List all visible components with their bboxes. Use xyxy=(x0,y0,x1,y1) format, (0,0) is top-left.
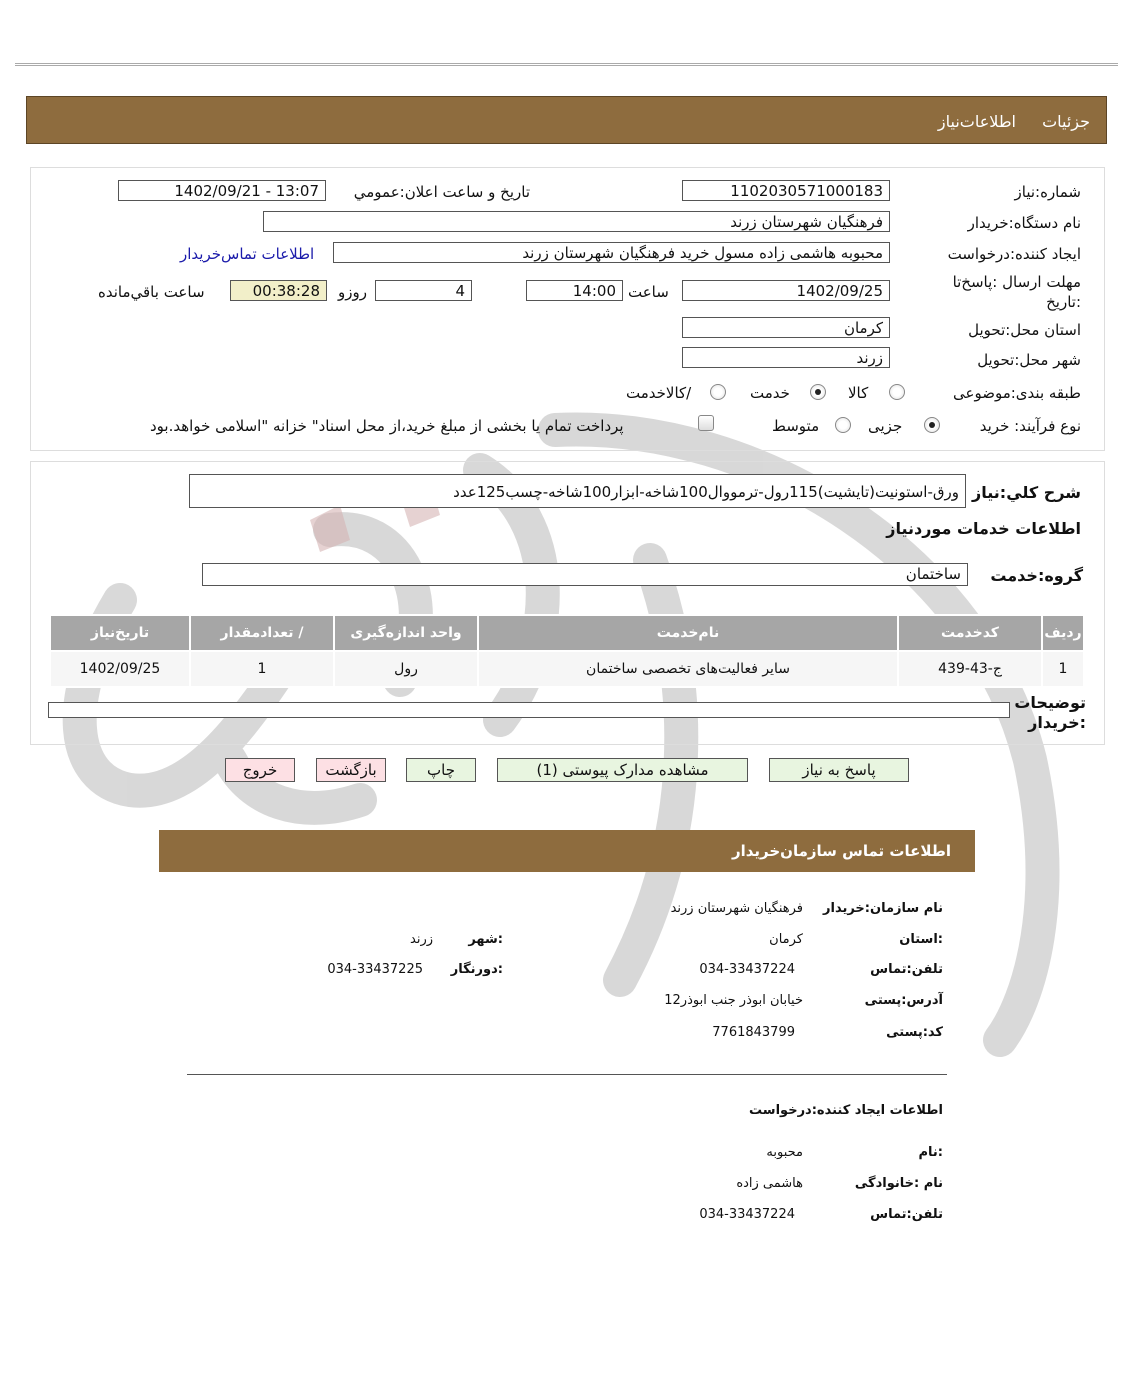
need-number-field: 1102030571000183 xyxy=(682,180,890,201)
cell-date: 1402/09/25 xyxy=(50,651,190,687)
contact-address: خیابان ابوذر جنب ابوذر12 xyxy=(664,993,803,1008)
contact-postal: 7761843799 xyxy=(712,1025,795,1040)
deadline-label: مهلت ارسال :پاسخ‌تا :تاریخ xyxy=(952,273,1081,311)
contact-title: اطلاعات تماس سازمان‌خریدار xyxy=(731,842,951,860)
creator-label: ایجاد کننده:درخواست xyxy=(947,245,1081,263)
page-header xyxy=(26,96,1107,144)
radio-goods-service[interactable] xyxy=(710,384,726,400)
creator-phone: 034-33437224 xyxy=(699,1207,795,1222)
table-header-row xyxy=(50,615,1084,651)
city-label: شهر محل:تحویل xyxy=(977,351,1081,369)
col-unit: واحد اندازه‌گیری xyxy=(334,615,478,651)
buyer-org-label: نام دستگاه:خریدار xyxy=(967,214,1081,232)
deadline-hour-field: 14:00 xyxy=(526,280,623,301)
announce-field: 1402/09/21 - 13:07 xyxy=(118,180,326,201)
remaining-timer: 00:38:28 xyxy=(230,280,327,301)
group-label: گروه:خدمت xyxy=(990,566,1083,585)
contact-postal-label: کد:پستی xyxy=(886,1025,943,1040)
contact-city-label: :شهر xyxy=(468,932,503,947)
cell-name: سایر فعالیت‌های تخصصی ساختمان xyxy=(478,651,898,687)
table-row xyxy=(50,651,1084,687)
days-field: 4 xyxy=(375,280,472,301)
process-label: نوع فرآیند: خرید xyxy=(979,417,1081,435)
radio-goods[interactable] xyxy=(889,384,905,400)
deadline-date-field: 1402/09/25 xyxy=(682,280,890,301)
radio-service[interactable] xyxy=(810,384,826,400)
radio-medium[interactable] xyxy=(835,417,851,433)
group-field: ساختمان xyxy=(202,563,968,586)
contact-header xyxy=(159,830,975,872)
contact-phone-label: تلفن:تماس xyxy=(870,962,943,977)
radio-service-label: خدمت xyxy=(750,384,790,402)
top-separator xyxy=(15,63,1118,66)
buyer-contact-link[interactable]: اطلاعات تماس‌خریدار xyxy=(180,245,315,263)
buyer-notes-field xyxy=(48,702,1010,718)
buyer-org-field: فرهنگیان شهرستان زرند xyxy=(263,211,890,232)
contact-city: زرند xyxy=(410,932,433,947)
radio-goods-service-label: /کالاخدمت xyxy=(626,384,692,402)
radio-goods-label: کالا xyxy=(848,384,869,402)
creator-phone-label: تلفن:تماس xyxy=(870,1207,943,1222)
radio-partial-label: جزیی xyxy=(868,417,903,435)
contact-org: فرهنگیان شهرستان زرند xyxy=(670,901,803,916)
need-number-label: شماره:نیاز xyxy=(1014,183,1081,201)
radio-partial[interactable] xyxy=(924,417,940,433)
exit-button[interactable]: خروج xyxy=(225,758,295,782)
creator-name: محبوبه xyxy=(766,1145,803,1160)
tab-need-info[interactable]: اطلاعات‌نیاز xyxy=(937,112,1016,131)
col-code: کدخدمت xyxy=(898,615,1042,651)
category-label: طبقه بندی:موضوعی xyxy=(953,384,1081,402)
summary-label: شرح کلي:نیاز xyxy=(972,483,1081,502)
creator-name-label: :نام xyxy=(918,1145,943,1160)
attachments-button[interactable]: مشاهده مدارک پیوستی (1) xyxy=(497,758,748,782)
announce-label: تاریخ و ساعت اعلان:عمومي xyxy=(353,183,530,201)
city-field: زرند xyxy=(682,347,890,368)
col-name: نام‌خدمت xyxy=(478,615,898,651)
treasury-payment-checkbox[interactable] xyxy=(698,415,714,431)
contact-phone: 034-33437224 xyxy=(699,962,795,977)
back-button[interactable]: بازگشت xyxy=(316,758,386,782)
creator-family: هاشمی زاده xyxy=(736,1176,803,1191)
cell-code: ج-43-439 xyxy=(898,651,1042,687)
cell-qty: 1 xyxy=(190,651,334,687)
contact-divider xyxy=(187,1074,947,1075)
summary-field: ورق-استونیت(تایشیت)115رول-ترمووال100شاخه-ابزار100شاخه-چسب125عدد xyxy=(189,474,966,508)
contact-fax-label: :دورنگار xyxy=(450,962,503,977)
reply-button[interactable]: پاسخ به نیاز xyxy=(769,758,909,782)
treasury-payment-note: پرداخت تمام یا بخشی از مبلغ خرید،از محل اسناد" خزانه "اسلامی خواهد.بود xyxy=(150,417,624,435)
contact-org-label: نام سازمان:خریدار xyxy=(823,901,943,916)
buyer-notes-label: توضیحات :خریدار xyxy=(1014,693,1086,732)
creator-info-title: اطلاعات ایجاد کننده:درخواست xyxy=(749,1103,943,1118)
remaining-label: ساعت باقي‌مانده xyxy=(98,283,205,301)
hour-label: ساعت xyxy=(628,283,669,301)
radio-medium-label: متوسط xyxy=(772,417,820,435)
creator-family-label: نام :خانوادگی xyxy=(854,1176,943,1191)
days-label: روزو xyxy=(338,283,367,301)
print-button[interactable]: چاپ xyxy=(406,758,476,782)
contact-province-label: :استان xyxy=(899,932,943,947)
contact-address-label: آدرس:پستی xyxy=(864,993,943,1008)
cell-row: 1 xyxy=(1042,651,1084,687)
creator-field: محبوبه هاشمی زاده مسول خرید فرهنگیان شهرستان زرند xyxy=(333,242,890,263)
tab-details[interactable]: جزئیات xyxy=(1042,112,1090,131)
province-label: استان محل:تحویل xyxy=(968,321,1081,339)
cell-unit: رول xyxy=(334,651,478,687)
col-qty: / تعدادمقدار xyxy=(190,615,334,651)
province-field: کرمان xyxy=(682,317,890,338)
col-date: تاریخ‌نیاز xyxy=(50,615,190,651)
contact-province: کرمان xyxy=(769,932,803,947)
contact-fax: 034-33437225 xyxy=(327,962,423,977)
services-table xyxy=(49,614,1085,688)
services-title: اطلاعات خدمات موردنیاز xyxy=(886,519,1081,538)
col-row: ردیف xyxy=(1042,615,1084,651)
